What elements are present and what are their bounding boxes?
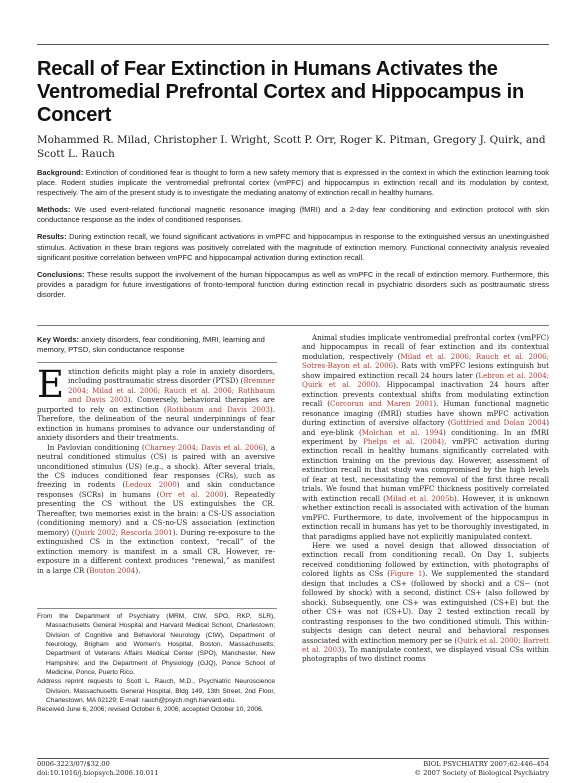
keywords-text: anxiety disorders, fear conditioning, fMRI, learning and memory, PTSD, skin conductance response — [37, 335, 265, 355]
text: ). Hippocampal inactivation 24 hours after extinction prevents contextual shifts from modulating extinction recall ( — [302, 380, 549, 409]
article-title: Recall of Fear Extinction in Humans Activates the Ventromedial Prefrontal Cortex and Hippocampus in Concert — [37, 58, 524, 126]
abstract-methods — [37, 205, 549, 225]
text: Animal studies implicate ventromedial prefrontal cortex (vmPFC) and hippocampus in recall of fear extinction and its contextual modulation, respectively ( — [302, 333, 549, 361]
text: ) conditioning. In an fMRI experiment by — [302, 427, 550, 446]
methods-text: We used event-related functional magnetic resonance imaging (fMRI) and a 2-day fear conditioning and extinction protocol with skin conductance response as the index of conditioned responses. — [37, 205, 549, 225]
abstract-results — [37, 232, 549, 262]
text: ). During re-exposure to the extinguished CS in the extinction context, “recall” of the extinction memory is manifest in a small CR. However, re-exposure in a different context produces “renewal,” as manifest in a large CR ( — [37, 527, 275, 575]
text: ). Repeatedly presenting the CS without the US extinguishes the CR. Thereafter, two memories exist in the brain: a CS-US association (conditioning memory) and a CS-no-US association (extinction memory) ( — [37, 489, 276, 537]
text: ). — [135, 565, 141, 575]
footer-right — [414, 760, 549, 778]
reprint-address: Address reprint requests to Scott L. Rauch, M.D., Psychiatric Neuroscience Division, Massachusetts General Hospital, Bldg 149, 13th Street, 2nd Floor, Charlestown, MA 02129; E-mail: rauch@psych.mgh.harvard.edu. — [37, 678, 275, 705]
text: ). However, it is unknown whether extinction recall is associated with activation of the human vmPFC. Furthermore, to date, involvement of the hippocampus in extinction recall in humans has yet to be thoroughly investigated, in that paradigms applied have not explicitly manipulated context. — [302, 493, 549, 541]
body-paragraph — [37, 363, 275, 443]
citation-link[interactable]: Corcoran and Maren 2001 — [330, 399, 434, 409]
citation-link[interactable]: Quirk et al. 2000; Barrett et al. 2003 — [302, 635, 549, 654]
citation-link[interactable]: Milad et al. 2005b — [385, 493, 454, 503]
abstract — [37, 168, 549, 307]
top-rule — [37, 44, 549, 45]
body-left-column — [37, 363, 276, 575]
text: ). We supplemented the standard design that includes a CS+ (followed by shock) and a CS− (not followed by shock) with a second, distinct CS+ (also followed by shock). Subsequently, one CS+ was extinguished (CS+E) but the other CS+ was not (CS+U). Day 2 tested extinction recall by contrasting responses to the two conditioned stimuli. This within-subjects design can detect neural and behavioral responses associated with extinction memory per se ( — [302, 569, 549, 645]
abstract-background — [37, 168, 549, 198]
affiliations — [37, 612, 275, 715]
doi[interactable]: doi:10.1016/j.biopsych.2006.10.011 — [37, 769, 159, 777]
affiliation-departments: From the Department of Psychiatry (MRM, CIW, SPO, RKP, SLR), Massachusetts General Hospital and Harvard Medical School, Charlestown; Division of Cognitive and Behavioral Neurology (CIW), Department of Neurology, Brigham and Women's Hospital, Boston, Massachusetts; Department of Veterans Affairs Medical Center (SPO), Manchester, New Hampshire; and the Department of Physiology (GJQ), Ponce School of Medicine, Ponce, Puerto Rico. — [37, 613, 275, 677]
conclusions-label: Conclusions: — [37, 269, 85, 279]
citation-link[interactable]: Lebron et al. 2004; Quirk et al. 2000 — [302, 370, 549, 390]
affiliation-rule — [37, 608, 277, 609]
citation-link[interactable]: Ledoux 2000 — [125, 480, 177, 490]
text: ). Rats with vmPFC lesions extinguish but show impaired extinction recall 24 hours later ( — [302, 361, 549, 380]
body-right-column — [302, 333, 549, 664]
author-list: Mohammed R. Milad, Christopher I. Wright, Scott P. Orr, Roger K. Pitman, Gregory J. Quirk, and Scott L. Rauch — [37, 134, 546, 160]
text: ). Therefore, the delineation of the neural underpinnings of fear extinction in humans promises to advance our understanding of anxiety disorders and their treatments. — [37, 404, 275, 443]
body-paragraph — [302, 333, 549, 541]
citation-link[interactable]: Gottfried and Dolan 2004 — [450, 418, 547, 428]
text: xtinction deficits might play a role in anxiety disorders, including posttraumatic stress disorder (PTSD) ( — [68, 367, 275, 386]
journal-citation: BIOL PSYCHIATRY 2007;62:446–454 — [423, 760, 549, 768]
citation-link[interactable]: Milad et al. 2006; Rauch et al. 2006; Sotres-Bayon et al. 2006 — [302, 351, 549, 371]
text: ). Human functional magnetic resonance imaging (fMRI) studies have shown mPFC activation during extinction of aversive olfactory ( — [302, 399, 549, 428]
text: In Pavlovian conditioning ( — [47, 442, 145, 452]
text: ), a neutral conditioned stimulus (CS) is paired with an aversive unconditioned stimulus (US) (e.g., a shock). After several trials, the CS induces conditioned fear responses (CRs), such as freezing in rodents ( — [37, 442, 276, 490]
body-paragraph — [37, 443, 275, 575]
issn-price: 0006-3223/07/$32.00 — [37, 760, 110, 768]
text: ). Conversely, behavioral therapies are purported to rely on extinction ( — [37, 395, 275, 414]
background-label: Background: — [37, 168, 84, 177]
keywords — [37, 335, 277, 355]
abstract-rule — [37, 325, 549, 326]
citation-link[interactable]: Rothbaum and Davis 2003 — [166, 404, 270, 414]
citation-link[interactable]: Molchan et al. 1994 — [361, 427, 444, 437]
text: ) and skin conductance responses (SCRs) in humans ( — [37, 480, 275, 499]
keywords-rule — [37, 362, 277, 363]
text: , vmPFC activation during extinction recall in healthy humans significantly correlated with extinction training on the previous day. However, assessment of extinction recall in that study was compromised by the high levels of fear at test, necessitating the removal of the first three recall trials. We found that human vmPFC thickness positively correlated with extinction recall ( — [302, 436, 549, 503]
conclusions-text: These results support the involvement of the human hippocampus as well as vmPFC in the recall of extinction memory. Furthermore, this provides a paradigm for future investigations of fronto-temporal function during extinction recall in psychiatric disorders such as posttraumatic stress disorder. — [37, 269, 550, 299]
text: ). To manipulate context, we displayed visual CSs within photographs of two distinct rooms — [302, 644, 549, 664]
methods-label: Methods: — [37, 205, 71, 215]
drop-cap: E — [37, 363, 65, 406]
figure-link[interactable]: Figure 1 — [389, 569, 423, 579]
citation-link[interactable]: Bremner 2004; Milad et al. 2006; Rauch et al. 2006; Rothbaum and Davis 2003 — [68, 376, 275, 405]
keywords-label: Key Words: — [37, 335, 80, 344]
abstract-conclusions — [37, 270, 549, 300]
background-text: Extinction of conditioned fear is thought to form a new safety memory that is expressed in the context in which the extinction learning took place. Rodent studies implicate the ventromedial prefrontal cortex (vmPFC) and hippocampus in extinction recall and its modulation by context, respectively. The aim of the present study is to investigate the mediating anatomy of extinction recall in healthy humans. — [37, 168, 549, 198]
text: Here we used a novel design that allowed dissociation of extinction recall from conditioning recall. On Day 1, subjects received conditioning followed by extinction, with photographs of colored lights as CSs ( — [302, 540, 549, 579]
text: ) and eye-blink ( — [302, 418, 549, 437]
body-paragraph — [302, 541, 549, 664]
footer-left — [37, 760, 158, 778]
copyright: © 2007 Society of Biological Psychiatry — [414, 769, 549, 777]
citation-link[interactable]: Charney 2004; Davis et al. 2006 — [144, 442, 263, 452]
citation-link[interactable]: Orr et al. 2000 — [159, 489, 224, 499]
citation-link[interactable]: Quirk 2002; Rescorla 2001 — [74, 527, 173, 537]
citation-link[interactable]: Phelps et al. (2004) — [363, 436, 444, 446]
results-text: During extinction recall, we found significant activations in vmPFC and hippocampus in response to the extinguished versus an unextinguished stimulus. Activation in these brain regions was positively correlated with the magnitude of extinction memory. Functional connectivity analysis revealed significant positive correlation between vmPFC and hippocampal activation during extinction recall. — [37, 232, 549, 262]
received-dates: Received June 6, 2006; revised October 6, 2006; accepted October 10, 2006. — [37, 706, 264, 714]
citation-link[interactable]: Bouton 2004 — [89, 565, 136, 575]
bottom-rule — [37, 758, 549, 759]
results-label: Results: — [37, 232, 67, 242]
